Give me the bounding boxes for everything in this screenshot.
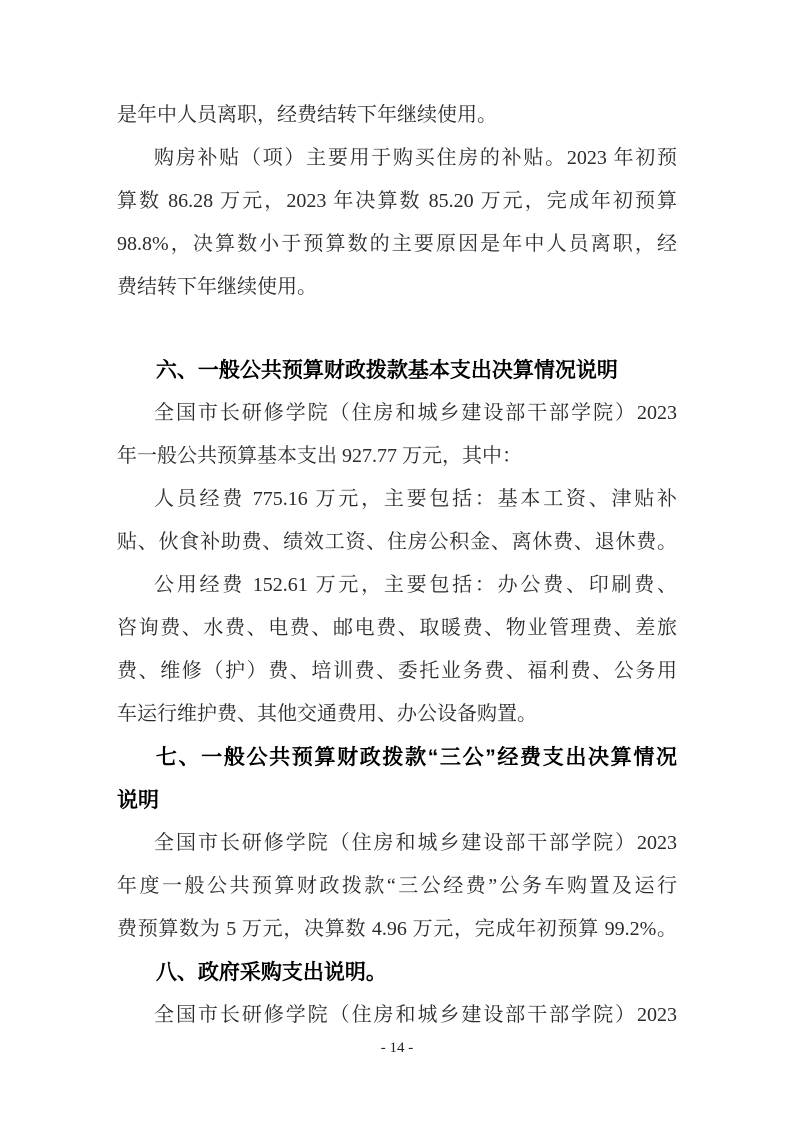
body-line: 人员经费 775.16 万元，主要包括：基本工资、津贴补 (154, 488, 677, 510)
body-line: 年度一般公共预算财政拨款“三公经费”公务车购置及运行 (117, 875, 677, 897)
section-eight-heading: 八、政府采购支出说明。 (155, 961, 387, 984)
body-line: 算数 86.28 万元，2023 年决算数 85.20 万元，完成年初预算 (117, 190, 677, 212)
body-line: 车运行维护费、其他交通费用、办公设备购置。 (117, 703, 537, 725)
body-line: 费、维修（护）费、培训费、委托业务费、福利费、公务用 (117, 660, 677, 682)
section-seven-heading: 七、一般公共预算财政拨款“三公”经费支出决算情况 (155, 746, 677, 769)
body-line: 年一般公共预算基本支出 927.77 万元，其中： (117, 445, 522, 467)
body-line: 咨询费、水费、电费、邮电费、取暖费、物业管理费、差旅 (117, 617, 677, 639)
body-line: 贴、伙食补助费、绩效工资、住房公积金、离休费、退休费。 (117, 531, 677, 553)
section-seven-heading-continued: 说明 (117, 789, 159, 812)
page-number: - 14 - (380, 1040, 414, 1056)
body-line: 全国市长研修学院（住房和城乡建设部干部学院）2023 (154, 832, 677, 854)
section-six-heading: 六、一般公共预算财政拨款基本支出决算情况说明 (155, 359, 618, 382)
page-content (117, 94, 677, 1037)
body-line: 是年中人员离职，经费结转下年继续使用。 (117, 104, 497, 126)
body-line: 98.8%，决算数小于预算数的主要原因是年中人员离职，经 (117, 233, 677, 255)
body-line: 费预算数为 5 万元，决算数 4.96 万元，完成年初预算 99.2%。 (117, 918, 677, 940)
page-footer (0, 1040, 794, 1057)
body-line: 公用经费 152.61 万元，主要包括：办公费、印刷费、 (154, 574, 677, 596)
section-spacer (117, 309, 677, 349)
body-line: 全国市长研修学院（住房和城乡建设部干部学院）2023 (154, 402, 677, 424)
body-line: 购房补贴（项）主要用于购买住房的补贴。2023 年初预 (154, 147, 677, 169)
body-line: 全国市长研修学院（住房和城乡建设部干部学院）2023 (154, 1004, 677, 1026)
body-line: 费结转下年继续使用。 (117, 276, 317, 298)
